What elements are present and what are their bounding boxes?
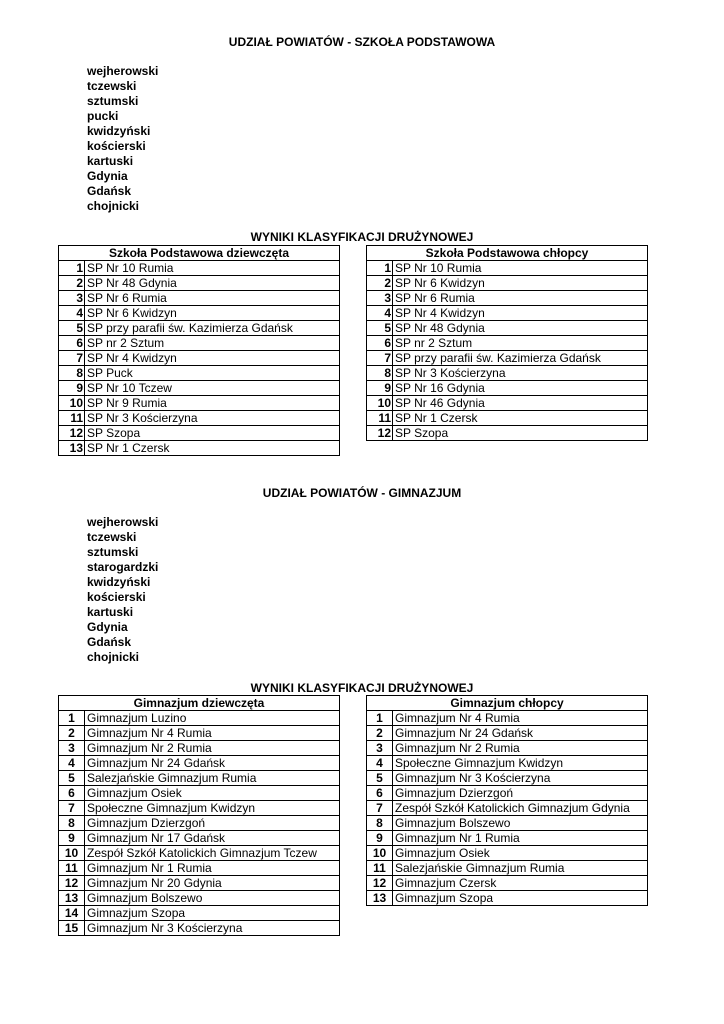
table-row bbox=[59, 816, 340, 831]
table-row bbox=[367, 426, 648, 441]
rank-cell: 8 bbox=[59, 366, 85, 381]
school-name-cell: Gimnazjum Osiek bbox=[393, 846, 648, 861]
powiat-item: kartuski bbox=[87, 605, 134, 619]
table-row bbox=[367, 366, 648, 381]
table-row bbox=[59, 291, 340, 306]
rank-cell: 5 bbox=[367, 771, 393, 786]
rank-cell: 1 bbox=[59, 261, 85, 276]
school-name-cell: SP Nr 6 Kwidzyn bbox=[393, 276, 648, 291]
powiat-item: kartuski bbox=[87, 154, 134, 168]
table-row bbox=[367, 891, 648, 906]
school-name-cell: Gimnazjum Nr 4 Rumia bbox=[393, 711, 648, 726]
table-row bbox=[59, 741, 340, 756]
school-name-cell: Gimnazjum Nr 24 Gdańsk bbox=[85, 756, 340, 771]
table-row bbox=[367, 321, 648, 336]
table-row bbox=[367, 741, 648, 756]
rank-cell: 4 bbox=[59, 756, 85, 771]
rank-cell: 2 bbox=[367, 726, 393, 741]
table-row bbox=[59, 861, 340, 876]
powiat-item: tczewski bbox=[87, 79, 137, 93]
school-name-cell: Salezjańskie Gimnazjum Rumia bbox=[85, 771, 340, 786]
school-name-cell: SP Nr 6 Kwidzyn bbox=[85, 306, 340, 321]
table-row bbox=[59, 276, 340, 291]
sp-boys-header: Szkoła Podstawowa chłopcy bbox=[367, 246, 648, 261]
rank-cell: 13 bbox=[59, 891, 85, 906]
table-row bbox=[59, 801, 340, 816]
table-row bbox=[367, 711, 648, 726]
gim-section-title: UDZIAŁ POWIATÓW - GIMNAZJUM bbox=[262, 486, 462, 500]
rank-cell: 6 bbox=[59, 336, 85, 351]
rank-cell: 5 bbox=[59, 771, 85, 786]
school-name-cell: Gimnazjum Bolszewo bbox=[393, 816, 648, 831]
table-row bbox=[59, 906, 340, 921]
table-row bbox=[367, 336, 648, 351]
rank-cell: 14 bbox=[59, 906, 85, 921]
powiat-item: kościerski bbox=[87, 139, 146, 153]
rank-cell: 5 bbox=[59, 321, 85, 336]
rank-cell: 7 bbox=[367, 351, 393, 366]
table-row bbox=[367, 411, 648, 426]
table-row bbox=[59, 336, 340, 351]
rank-cell: 12 bbox=[59, 426, 85, 441]
rank-cell: 12 bbox=[59, 876, 85, 891]
table-row bbox=[59, 891, 340, 906]
table-row bbox=[59, 351, 340, 366]
rank-cell: 11 bbox=[367, 411, 393, 426]
school-name-cell: Społeczne Gimnazjum Kwidzyn bbox=[393, 756, 648, 771]
school-name-cell: Gimnazjum Osiek bbox=[85, 786, 340, 801]
powiat-item: kwidzyński bbox=[87, 124, 151, 138]
rank-cell: 10 bbox=[59, 396, 85, 411]
rank-cell: 8 bbox=[59, 816, 85, 831]
rank-cell: 3 bbox=[59, 741, 85, 756]
school-name-cell: Gimnazjum Nr 24 Gdańsk bbox=[393, 726, 648, 741]
table-row bbox=[59, 831, 340, 846]
school-name-cell: SP Nr 10 Rumia bbox=[393, 261, 648, 276]
school-name-cell: Gimnazjum Nr 2 Rumia bbox=[393, 741, 648, 756]
gim-results-title: WYNIKI KLASYFIKACJI DRUŻYNOWEJ bbox=[250, 681, 474, 695]
gim-boys-table bbox=[366, 695, 648, 906]
powiat-item: Gdańsk bbox=[87, 184, 132, 198]
school-name-cell: Salezjańskie Gimnazjum Rumia bbox=[393, 861, 648, 876]
powiat-item: sztumski bbox=[87, 94, 139, 108]
school-name-cell: SP nr 2 Sztum bbox=[85, 336, 340, 351]
rank-cell: 6 bbox=[367, 336, 393, 351]
powiat-item: Gdynia bbox=[87, 169, 128, 183]
table-row bbox=[59, 306, 340, 321]
school-name-cell: Gimnazjum Szopa bbox=[85, 906, 340, 921]
school-name-cell: SP Nr 1 Czersk bbox=[85, 441, 340, 456]
rank-cell: 2 bbox=[59, 726, 85, 741]
table-row bbox=[59, 771, 340, 786]
table-row bbox=[367, 291, 648, 306]
rank-cell: 13 bbox=[59, 441, 85, 456]
table-row bbox=[367, 726, 648, 741]
table-row bbox=[59, 366, 340, 381]
school-name-cell: Gimnazjum Nr 20 Gdynia bbox=[85, 876, 340, 891]
school-name-cell: SP Nr 1 Czersk bbox=[393, 411, 648, 426]
school-name-cell: Gimnazjum Luzino bbox=[85, 711, 340, 726]
powiat-item: chojnicki bbox=[87, 650, 140, 664]
rank-cell: 9 bbox=[367, 381, 393, 396]
powiat-item: kwidzyński bbox=[87, 575, 151, 589]
rank-cell: 3 bbox=[367, 741, 393, 756]
school-name-cell: SP Nr 48 Gdynia bbox=[85, 276, 340, 291]
table-row bbox=[59, 711, 340, 726]
powiat-item: sztumski bbox=[87, 545, 139, 559]
table-row bbox=[59, 846, 340, 861]
school-name-cell: Gimnazjum Nr 17 Gdańsk bbox=[85, 831, 340, 846]
rank-cell: 4 bbox=[59, 306, 85, 321]
school-name-cell: Gimnazjum Nr 3 Kościerzyna bbox=[393, 771, 648, 786]
rank-cell: 7 bbox=[59, 801, 85, 816]
school-name-cell: Gimnazjum Nr 1 Rumia bbox=[85, 861, 340, 876]
rank-cell: 3 bbox=[59, 291, 85, 306]
school-name-cell: Zespół Szkół Katolickich Gimnazjum Tczew bbox=[85, 846, 340, 861]
school-name-cell: SP nr 2 Sztum bbox=[393, 336, 648, 351]
school-name-cell: SP przy parafii św. Kazimierza Gdańsk bbox=[85, 321, 340, 336]
school-name-cell: SP Szopa bbox=[85, 426, 340, 441]
school-name-cell: Gimnazjum Nr 4 Rumia bbox=[85, 726, 340, 741]
rank-cell: 3 bbox=[367, 291, 393, 306]
rank-cell: 8 bbox=[367, 366, 393, 381]
school-name-cell: SP Nr 48 Gdynia bbox=[393, 321, 648, 336]
gim-powiaty-list bbox=[87, 515, 158, 665]
table-row bbox=[367, 306, 648, 321]
powiat-item: tczewski bbox=[87, 530, 137, 544]
table-row bbox=[59, 756, 340, 771]
powiat-item: wejherowski bbox=[87, 64, 159, 78]
powiat-item: wejherowski bbox=[87, 515, 159, 529]
rank-cell: 5 bbox=[367, 321, 393, 336]
rank-cell: 9 bbox=[59, 831, 85, 846]
table-row bbox=[367, 831, 648, 846]
rank-cell: 7 bbox=[59, 351, 85, 366]
rank-cell: 1 bbox=[59, 711, 85, 726]
table-row bbox=[367, 876, 648, 891]
table-row bbox=[59, 381, 340, 396]
school-name-cell: Gimnazjum Dzierzgoń bbox=[85, 816, 340, 831]
sp-boys-table bbox=[366, 245, 648, 441]
powiat-item: Gdynia bbox=[87, 620, 128, 634]
school-name-cell: SP Puck bbox=[85, 366, 340, 381]
school-name-cell: SP Nr 6 Rumia bbox=[393, 291, 648, 306]
rank-cell: 10 bbox=[59, 846, 85, 861]
sp-powiaty-list bbox=[87, 64, 158, 214]
school-name-cell: SP Nr 4 Kwidzyn bbox=[85, 351, 340, 366]
table-row bbox=[367, 351, 648, 366]
rank-cell: 4 bbox=[367, 306, 393, 321]
rank-cell: 4 bbox=[367, 756, 393, 771]
rank-cell: 13 bbox=[367, 891, 393, 906]
table-row bbox=[59, 321, 340, 336]
school-name-cell: SP Nr 3 Kościerzyna bbox=[393, 366, 648, 381]
table-row bbox=[367, 771, 648, 786]
gim-girls-table bbox=[58, 695, 340, 936]
school-name-cell: Gimnazjum Dzierzgoń bbox=[393, 786, 648, 801]
powiat-item: Gdańsk bbox=[87, 635, 132, 649]
rank-cell: 6 bbox=[367, 786, 393, 801]
rank-cell: 1 bbox=[367, 261, 393, 276]
school-name-cell: SP Nr 3 Kościerzyna bbox=[85, 411, 340, 426]
school-name-cell: Gimnazjum Nr 2 Rumia bbox=[85, 741, 340, 756]
school-name-cell: Gimnazjum Nr 3 Kościerzyna bbox=[85, 921, 340, 936]
table-row bbox=[367, 381, 648, 396]
school-name-cell: SP Nr 16 Gdynia bbox=[393, 381, 648, 396]
school-name-cell: Gimnazjum Szopa bbox=[393, 891, 648, 906]
table-row bbox=[367, 861, 648, 876]
powiat-item: starogardzki bbox=[87, 560, 159, 574]
rank-cell: 9 bbox=[367, 831, 393, 846]
school-name-cell: SP Nr 6 Rumia bbox=[85, 291, 340, 306]
powiat-item: chojnicki bbox=[87, 199, 140, 213]
school-name-cell: Zespół Szkół Katolickich Gimnazjum Gdynia bbox=[393, 801, 648, 816]
school-name-cell: SP Nr 10 Rumia bbox=[85, 261, 340, 276]
rank-cell: 9 bbox=[59, 381, 85, 396]
table-row bbox=[59, 726, 340, 741]
gim-boys-header: Gimnazjum chłopcy bbox=[367, 696, 648, 711]
table-row bbox=[367, 276, 648, 291]
school-name-cell: SP Nr 46 Gdynia bbox=[393, 396, 648, 411]
table-row bbox=[367, 261, 648, 276]
table-row bbox=[59, 876, 340, 891]
school-name-cell: Gimnazjum Nr 1 Rumia bbox=[393, 831, 648, 846]
rank-cell: 1 bbox=[367, 711, 393, 726]
table-row bbox=[59, 426, 340, 441]
rank-cell: 10 bbox=[367, 846, 393, 861]
school-name-cell: SP Nr 10 Tczew bbox=[85, 381, 340, 396]
rank-cell: 15 bbox=[59, 921, 85, 936]
school-name-cell: Gimnazjum Bolszewo bbox=[85, 891, 340, 906]
table-row bbox=[367, 396, 648, 411]
table-row bbox=[367, 756, 648, 771]
table-row bbox=[59, 396, 340, 411]
table-row bbox=[59, 261, 340, 276]
rank-cell: 6 bbox=[59, 786, 85, 801]
table-row bbox=[367, 786, 648, 801]
school-name-cell: SP przy parafii św. Kazimierza Gdańsk bbox=[393, 351, 648, 366]
sp-section-title: UDZIAŁ POWIATÓW - SZKOŁA PODSTAWOWA bbox=[228, 35, 496, 49]
rank-cell: 2 bbox=[367, 276, 393, 291]
rank-cell: 12 bbox=[367, 876, 393, 891]
table-row bbox=[367, 816, 648, 831]
rank-cell: 12 bbox=[367, 426, 393, 441]
table-row bbox=[59, 786, 340, 801]
powiat-item: kościerski bbox=[87, 590, 146, 604]
table-row bbox=[59, 921, 340, 936]
school-name-cell: Społeczne Gimnazjum Kwidzyn bbox=[85, 801, 340, 816]
rank-cell: 7 bbox=[367, 801, 393, 816]
school-name-cell: Gimnazjum Czersk bbox=[393, 876, 648, 891]
rank-cell: 11 bbox=[59, 411, 85, 426]
gim-girls-header: Gimnazjum dziewczęta bbox=[59, 696, 340, 711]
sp-results-title: WYNIKI KLASYFIKACJI DRUŻYNOWEJ bbox=[250, 230, 474, 244]
rank-cell: 11 bbox=[59, 861, 85, 876]
table-row bbox=[367, 801, 648, 816]
school-name-cell: SP Nr 4 Kwidzyn bbox=[393, 306, 648, 321]
table-row bbox=[367, 846, 648, 861]
rank-cell: 2 bbox=[59, 276, 85, 291]
school-name-cell: SP Szopa bbox=[393, 426, 648, 441]
school-name-cell: SP Nr 9 Rumia bbox=[85, 396, 340, 411]
rank-cell: 10 bbox=[367, 396, 393, 411]
table-row bbox=[59, 411, 340, 426]
rank-cell: 8 bbox=[367, 816, 393, 831]
powiat-item: pucki bbox=[87, 109, 119, 123]
rank-cell: 11 bbox=[367, 861, 393, 876]
table-row bbox=[59, 441, 340, 456]
sp-girls-table bbox=[58, 245, 340, 456]
sp-girls-header: Szkoła Podstawowa dziewczęta bbox=[59, 246, 340, 261]
